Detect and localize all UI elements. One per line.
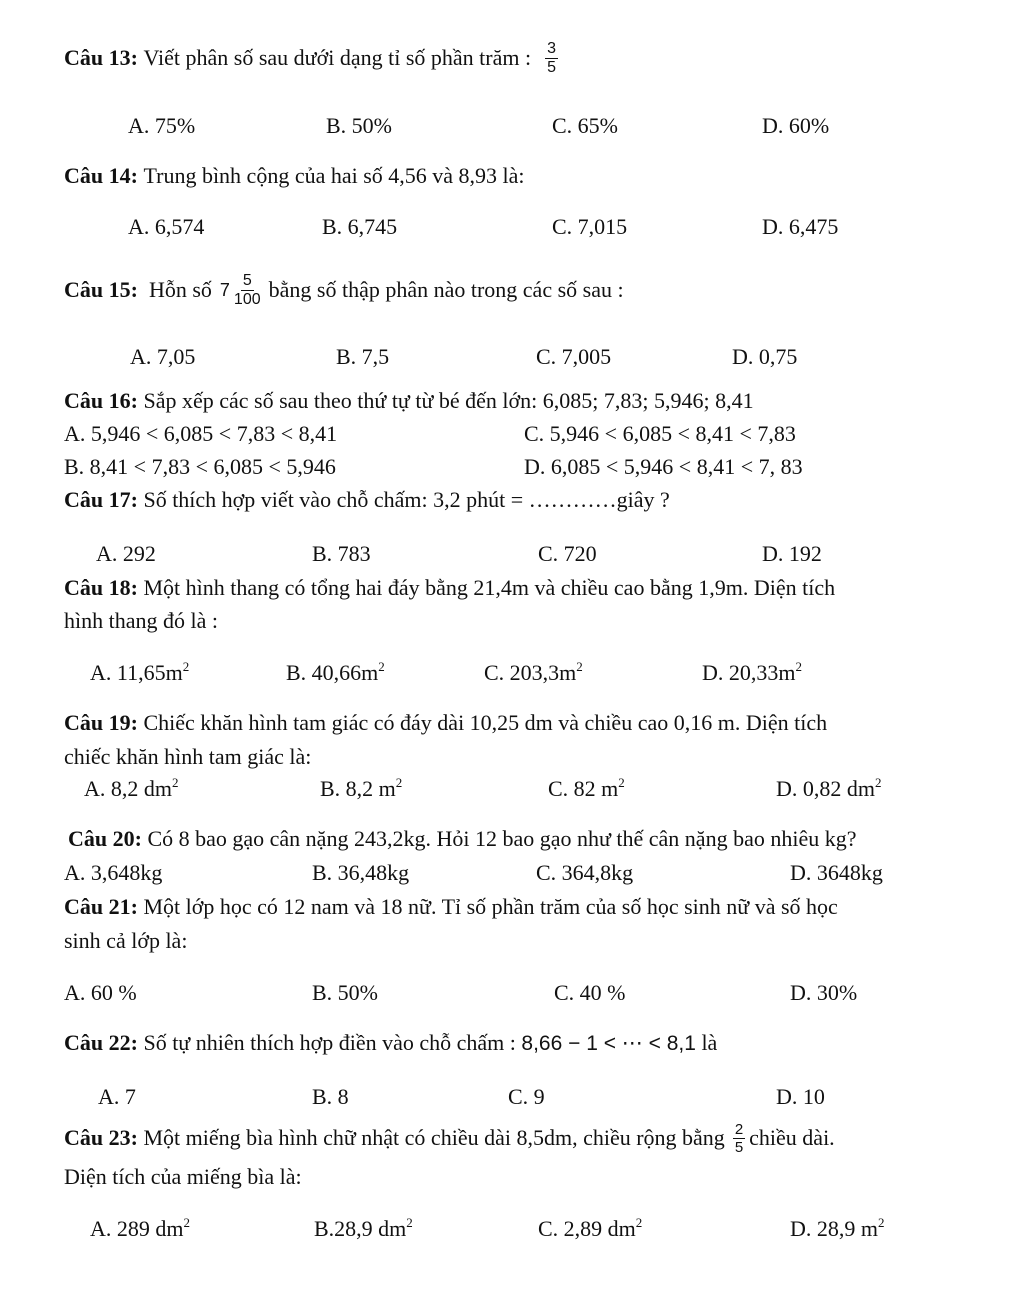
- option-c[interactable]: C. 720: [538, 541, 597, 566]
- option-b[interactable]: B. 8: [312, 1084, 349, 1109]
- question-22: [64, 1030, 717, 1056]
- option-d[interactable]: D. 30%: [790, 980, 858, 1005]
- question-text-line2: sinh cả lớp là:: [64, 928, 188, 953]
- option-a[interactable]: [90, 660, 189, 685]
- fraction-numerator: 3: [547, 39, 556, 57]
- option-a[interactable]: A. 75%: [128, 113, 196, 138]
- option-c[interactable]: C. 40 %: [554, 980, 626, 1005]
- inequality-expression: 8,66 − 1 < ⋯ < 8,1: [521, 1032, 696, 1055]
- option-text: B. 40,66m: [286, 660, 379, 685]
- fraction: [232, 273, 263, 308]
- question-text: bằng số thập phân nào trong các số sau :: [268, 277, 624, 303]
- option-a[interactable]: A. 7,05: [130, 344, 196, 369]
- question-text: Trung bình cộng của hai số 4,56 và 8,93 là:: [143, 163, 525, 188]
- option-text: C. 203,3m: [484, 660, 577, 685]
- option-text: A. 8,2 dm: [84, 776, 172, 801]
- question-label: Câu 13:: [64, 45, 138, 71]
- option-a[interactable]: A. 292: [96, 541, 156, 566]
- exponent: 2: [183, 1214, 190, 1230]
- option-d[interactable]: [702, 660, 802, 685]
- exponent: 2: [618, 774, 625, 790]
- option-text: B.28,9 dm: [314, 1216, 407, 1241]
- exponent: 2: [576, 658, 583, 674]
- option-d[interactable]: D. 60%: [762, 113, 830, 138]
- option-b[interactable]: B. 36,48kg: [312, 860, 410, 885]
- option-a[interactable]: A. 7: [98, 1084, 136, 1109]
- fraction: [545, 41, 558, 76]
- exponent: 2: [182, 658, 190, 674]
- question-label: Câu 16:: [64, 388, 138, 413]
- option-d[interactable]: D. 192: [762, 541, 822, 566]
- exponent: 2: [378, 658, 385, 674]
- question-text: là: [701, 1030, 718, 1055]
- option-b[interactable]: [314, 1216, 413, 1241]
- option-text: B. 8,2 m: [320, 776, 396, 801]
- question-21: [64, 894, 838, 919]
- option-text: D. 28,9 m: [790, 1216, 878, 1241]
- option-b[interactable]: [286, 660, 385, 685]
- exponent: 2: [395, 774, 403, 790]
- option-a[interactable]: A. 5,946 < 6,085 < 7,83 < 8,41: [64, 421, 338, 446]
- fraction-denominator: 5: [734, 1138, 744, 1156]
- fraction-numerator: 2: [734, 1120, 744, 1138]
- option-a[interactable]: [90, 1216, 190, 1241]
- option-text: D. 0,82 dm: [776, 776, 875, 801]
- question-label: Câu 20:: [68, 826, 142, 851]
- question-text: Số thích hợp viết vào chỗ chấm: 3,2 phút = …………giây ?: [143, 487, 670, 512]
- option-b[interactable]: B. 7,5: [336, 344, 390, 369]
- option-c[interactable]: [538, 1216, 642, 1241]
- question-17: [64, 487, 670, 512]
- option-b[interactable]: B. 50%: [312, 980, 378, 1005]
- fraction-numerator: 5: [242, 271, 252, 289]
- question-19: [64, 710, 827, 735]
- question-label: Câu 17:: [64, 487, 138, 512]
- question-text: Một lớp học có 12 nam và 18 nữ. Tỉ số phần trăm của số học sinh nữ và số học: [143, 894, 838, 919]
- question-text-line2: hình thang đó là :: [64, 608, 218, 633]
- fraction-denominator: 100: [233, 290, 261, 308]
- exponent: 2: [635, 1214, 643, 1230]
- option-d[interactable]: D. 10: [776, 1084, 825, 1109]
- question-13: [64, 34, 558, 82]
- question-text: chiều dài.: [749, 1125, 835, 1151]
- option-b[interactable]: B. 8,41 < 7,83 < 6,085 < 5,946: [64, 454, 336, 479]
- question-14: [64, 163, 525, 188]
- question-label: Câu 21:: [64, 894, 138, 919]
- fraction: [733, 1122, 745, 1155]
- question-label: Câu 19:: [64, 710, 138, 735]
- question-label: Câu 14:: [64, 163, 138, 188]
- fraction-denominator: 5: [547, 58, 556, 76]
- question-text: Sắp xếp các số sau theo thứ tự từ bé đến lớn: 6,085; 7,83; 5,946; 8,41: [143, 388, 754, 413]
- option-c[interactable]: C. 9: [508, 1084, 545, 1109]
- option-b[interactable]: B. 783: [312, 541, 371, 566]
- option-a[interactable]: [84, 776, 179, 801]
- option-a[interactable]: A. 6,574: [128, 214, 205, 239]
- option-d[interactable]: D. 0,75: [732, 344, 798, 369]
- option-c[interactable]: C. 7,005: [536, 344, 612, 369]
- question-text: Một hình thang có tổng hai đáy bằng 21,4m và chiều cao bằng 1,9m. Diện tích: [143, 575, 836, 600]
- question-text: Một miếng bìa hình chữ nhật có chiều dài 8,5dm, chiều rộng bằng: [143, 1125, 725, 1151]
- option-text: C. 2,89 dm: [538, 1216, 636, 1241]
- option-b[interactable]: B. 6,745: [322, 214, 398, 239]
- question-label: Câu 18:: [64, 575, 138, 600]
- question-23: [64, 1116, 835, 1160]
- exponent: 2: [878, 1214, 885, 1230]
- question-text-line2: Diện tích của miếng bìa là:: [64, 1164, 302, 1189]
- option-text: C. 82 m: [548, 776, 619, 801]
- option-c[interactable]: C. 5,946 < 6,085 < 8,41 < 7,83: [524, 421, 796, 446]
- question-16: [64, 388, 754, 413]
- option-text: A. 289 dm: [90, 1216, 184, 1241]
- option-a[interactable]: A. 3,648kg: [64, 860, 163, 885]
- question-18: [64, 575, 835, 600]
- option-b[interactable]: [320, 776, 402, 801]
- question-text: Viết phân số sau dưới dạng tỉ số phần trăm :: [143, 45, 532, 71]
- mixed-number-whole: 7: [219, 279, 230, 300]
- option-c[interactable]: [548, 776, 625, 801]
- question-text: Hỗn số: [148, 277, 212, 303]
- option-c[interactable]: C. 7,015: [552, 214, 628, 239]
- question-text: Chiếc khăn hình tam giác có đáy dài 10,25 dm và chiều cao 0,16 m. Diện tích: [143, 710, 828, 735]
- exponent: 2: [795, 658, 802, 674]
- option-c[interactable]: C. 364,8kg: [536, 860, 634, 885]
- question-15: [64, 266, 624, 314]
- question-label: Câu 15:: [64, 277, 138, 303]
- option-a[interactable]: A. 60 %: [64, 980, 137, 1005]
- question-label: Câu 22:: [64, 1030, 138, 1055]
- exponent: 2: [406, 1214, 413, 1230]
- option-d[interactable]: D. 3648kg: [790, 860, 883, 885]
- option-d[interactable]: [776, 776, 882, 801]
- option-d[interactable]: D. 6,475: [762, 214, 839, 239]
- option-d[interactable]: D. 6,085 < 5,946 < 8,41 < 7, 83: [524, 454, 803, 479]
- option-b[interactable]: B. 50%: [326, 113, 392, 138]
- option-text: D. 20,33m: [702, 660, 796, 685]
- exponent: 2: [875, 774, 882, 790]
- question-label: Câu 23:: [64, 1125, 138, 1151]
- option-d[interactable]: [790, 1216, 885, 1241]
- question-text: Số tự nhiên thích hợp điền vào chỗ chấm :: [143, 1030, 516, 1055]
- question-text-line2: chiếc khăn hình tam giác là:: [64, 744, 312, 769]
- exponent: 2: [172, 774, 179, 790]
- option-text: A. 11,65m: [90, 660, 183, 685]
- option-c[interactable]: [484, 660, 583, 685]
- question-20: [68, 826, 856, 851]
- question-text: Có 8 bao gạo cân nặng 243,2kg. Hỏi 12 bao gạo như thế cân nặng bao nhiêu kg?: [147, 826, 857, 851]
- option-c[interactable]: C. 65%: [552, 113, 618, 138]
